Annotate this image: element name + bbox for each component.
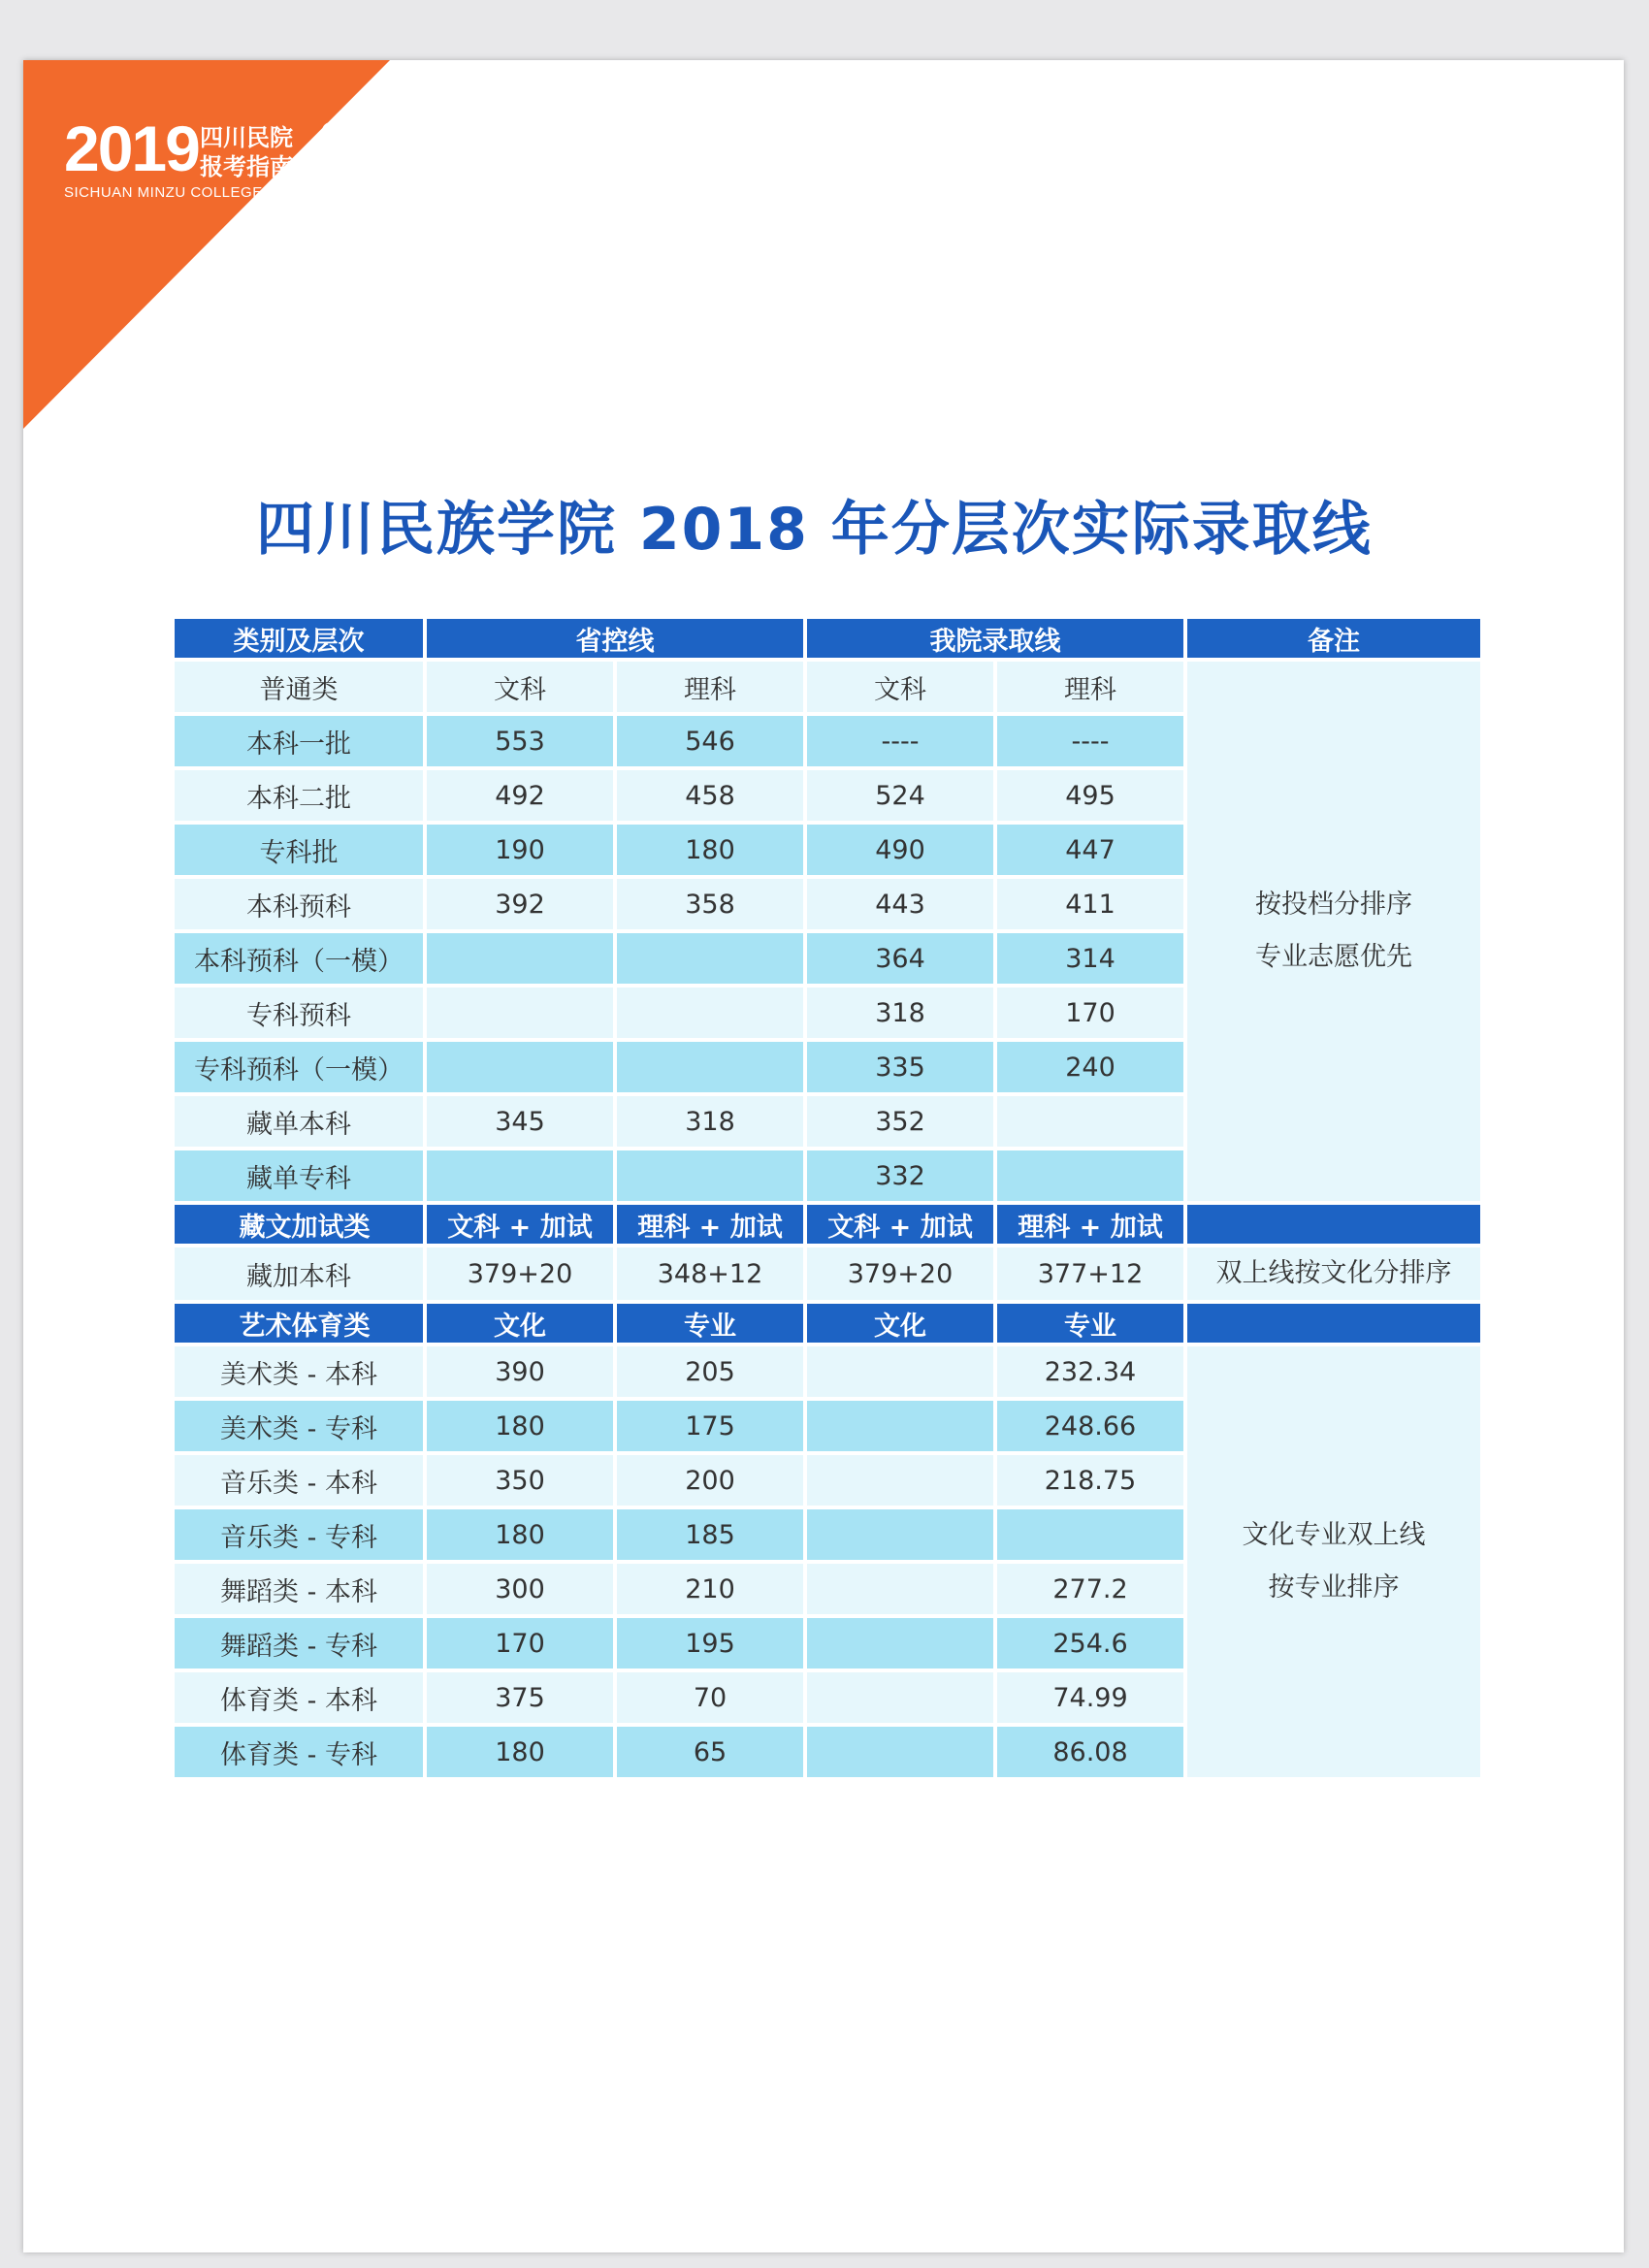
cell: 524 bbox=[807, 770, 993, 821]
cell: 553 bbox=[427, 716, 613, 766]
cell bbox=[617, 1150, 803, 1201]
header-provincial-line: 省控线 bbox=[427, 619, 803, 658]
header-cell: 专业 bbox=[617, 1304, 803, 1343]
cell: 180 bbox=[427, 1401, 613, 1451]
row-label: 本科一批 bbox=[175, 716, 423, 766]
cell bbox=[807, 1727, 993, 1777]
cell: 490 bbox=[807, 825, 993, 875]
row-label: 藏加本科 bbox=[175, 1247, 423, 1300]
cell: 218.75 bbox=[997, 1455, 1183, 1506]
cell bbox=[807, 1346, 993, 1397]
row-label: 体育类 - 专科 bbox=[175, 1727, 423, 1777]
cell: 375 bbox=[427, 1672, 613, 1723]
cell: 254.6 bbox=[997, 1618, 1183, 1669]
header-cell: 文化 bbox=[807, 1304, 993, 1343]
header-category: 类别及层次 bbox=[175, 619, 423, 658]
general-note bbox=[1187, 662, 1480, 1201]
table-row bbox=[175, 1247, 1480, 1300]
arts-note bbox=[1187, 1346, 1480, 1777]
cell: 314 bbox=[997, 933, 1183, 984]
cell: 248.66 bbox=[997, 1401, 1183, 1451]
header-cell: 文科 + 加试 bbox=[807, 1205, 993, 1244]
header-cell: 理科 + 加试 bbox=[617, 1205, 803, 1244]
page-title: 四川民族学院 2018 年分层次实际录取线 bbox=[256, 496, 1373, 564]
header-cell: 理科 + 加试 bbox=[997, 1205, 1183, 1244]
cell: 358 bbox=[617, 879, 803, 929]
cell: 195 bbox=[617, 1618, 803, 1669]
row-label: 体育类 - 本科 bbox=[175, 1672, 423, 1723]
cell bbox=[807, 1509, 993, 1560]
cell: 377+12 bbox=[997, 1247, 1183, 1300]
cell: 348+12 bbox=[617, 1247, 803, 1300]
row-label: 专科预科（一模） bbox=[175, 1042, 423, 1092]
cell bbox=[807, 1401, 993, 1451]
cell: 277.2 bbox=[997, 1564, 1183, 1614]
cell bbox=[997, 1150, 1183, 1201]
cell bbox=[807, 1672, 993, 1723]
cell: 318 bbox=[617, 1096, 803, 1147]
general-subheader-row bbox=[175, 662, 1480, 712]
header-college-line: 我院录取线 bbox=[807, 619, 1183, 658]
sub-science: 理科 bbox=[997, 662, 1183, 712]
cell bbox=[427, 1042, 613, 1092]
cell: 70 bbox=[617, 1672, 803, 1723]
cell: ---- bbox=[807, 716, 993, 766]
cell bbox=[807, 1455, 993, 1506]
row-label: 美术类 - 本科 bbox=[175, 1346, 423, 1397]
cell: 318 bbox=[807, 988, 993, 1038]
cell bbox=[997, 1509, 1183, 1560]
cell: 379+20 bbox=[807, 1247, 993, 1300]
cell bbox=[617, 933, 803, 984]
row-label: 音乐类 - 专科 bbox=[175, 1509, 423, 1560]
cell: 180 bbox=[427, 1727, 613, 1777]
row-label: 美术类 - 专科 bbox=[175, 1401, 423, 1451]
admission-score-table bbox=[171, 615, 1484, 1781]
header-notes: 备注 bbox=[1187, 619, 1480, 658]
document-page bbox=[23, 60, 1624, 2252]
table-header-row bbox=[175, 619, 1480, 658]
cell: 170 bbox=[427, 1618, 613, 1669]
note-line: 专业志愿优先 bbox=[1255, 942, 1412, 972]
cell bbox=[807, 1618, 993, 1669]
cell: 546 bbox=[617, 716, 803, 766]
header-cell: 文科 + 加试 bbox=[427, 1205, 613, 1244]
cell: 332 bbox=[807, 1150, 993, 1201]
cell: 379+20 bbox=[427, 1247, 613, 1300]
cell: 240 bbox=[997, 1042, 1183, 1092]
cell: 300 bbox=[427, 1564, 613, 1614]
header-cell-empty bbox=[1187, 1205, 1480, 1244]
cell: 350 bbox=[427, 1455, 613, 1506]
note-line: 按专业排序 bbox=[1268, 1572, 1400, 1603]
cell bbox=[427, 988, 613, 1038]
badge-year: 2019 bbox=[64, 113, 199, 184]
header-cell-empty bbox=[1187, 1304, 1480, 1343]
note-line: 按投档分排序 bbox=[1255, 890, 1412, 920]
cell: 170 bbox=[997, 988, 1183, 1038]
cell: 458 bbox=[617, 770, 803, 821]
arts-header-row bbox=[175, 1304, 1480, 1343]
header-cell: 文化 bbox=[427, 1304, 613, 1343]
cell bbox=[617, 1042, 803, 1092]
cell: 205 bbox=[617, 1346, 803, 1397]
row-label: 舞蹈类 - 本科 bbox=[175, 1564, 423, 1614]
cell: 200 bbox=[617, 1455, 803, 1506]
note-line: 文化专业双上线 bbox=[1242, 1520, 1426, 1550]
cell: 185 bbox=[617, 1509, 803, 1560]
sub-arts: 文科 bbox=[427, 662, 613, 712]
cell: 352 bbox=[807, 1096, 993, 1147]
badge-college-name: 四川民院 bbox=[200, 124, 293, 151]
row-label: 本科预科 bbox=[175, 879, 423, 929]
cell: 175 bbox=[617, 1401, 803, 1451]
cell bbox=[427, 1150, 613, 1201]
row-label: 专科批 bbox=[175, 825, 423, 875]
cell: 443 bbox=[807, 879, 993, 929]
cell: 210 bbox=[617, 1564, 803, 1614]
cell: 74.99 bbox=[997, 1672, 1183, 1723]
sub-arts: 文科 bbox=[807, 662, 993, 712]
play-circle-icon bbox=[322, 122, 340, 140]
row-label: 音乐类 - 本科 bbox=[175, 1455, 423, 1506]
cell bbox=[807, 1564, 993, 1614]
general-category-label: 普通类 bbox=[175, 662, 423, 712]
cell: 335 bbox=[807, 1042, 993, 1092]
row-label: 藏单本科 bbox=[175, 1096, 423, 1147]
cell: 390 bbox=[427, 1346, 613, 1397]
cell: 232.34 bbox=[997, 1346, 1183, 1397]
row-label: 专科预科 bbox=[175, 988, 423, 1038]
row-label: 本科二批 bbox=[175, 770, 423, 821]
tibetan-header-row bbox=[175, 1205, 1480, 1244]
cell: 65 bbox=[617, 1727, 803, 1777]
cell: 180 bbox=[617, 825, 803, 875]
sub-science: 理科 bbox=[617, 662, 803, 712]
badge-english-name: SICHUAN MINZU COLLEGE bbox=[64, 184, 263, 201]
cell: 447 bbox=[997, 825, 1183, 875]
cell: 411 bbox=[997, 879, 1183, 929]
cell: 364 bbox=[807, 933, 993, 984]
badge-guide-label: 报考指南 bbox=[200, 153, 293, 180]
tibetan-category-label: 藏文加试类 bbox=[175, 1205, 423, 1244]
cell bbox=[617, 988, 803, 1038]
cell: 345 bbox=[427, 1096, 613, 1147]
arts-category-label: 艺术体育类 bbox=[175, 1304, 423, 1343]
cell: 190 bbox=[427, 825, 613, 875]
tibetan-note: 双上线按文化分排序 bbox=[1187, 1247, 1480, 1300]
header-cell: 专业 bbox=[997, 1304, 1183, 1343]
cell bbox=[427, 933, 613, 984]
cell: 180 bbox=[427, 1509, 613, 1560]
row-label: 藏单专科 bbox=[175, 1150, 423, 1201]
cell bbox=[997, 1096, 1183, 1147]
cell: ---- bbox=[997, 716, 1183, 766]
cell: 86.08 bbox=[997, 1727, 1183, 1777]
table-row bbox=[175, 1346, 1480, 1397]
row-label: 舞蹈类 - 专科 bbox=[175, 1618, 423, 1669]
cell: 492 bbox=[427, 770, 613, 821]
cell: 392 bbox=[427, 879, 613, 929]
row-label: 本科预科（一模） bbox=[175, 933, 423, 984]
cell: 495 bbox=[997, 770, 1183, 821]
